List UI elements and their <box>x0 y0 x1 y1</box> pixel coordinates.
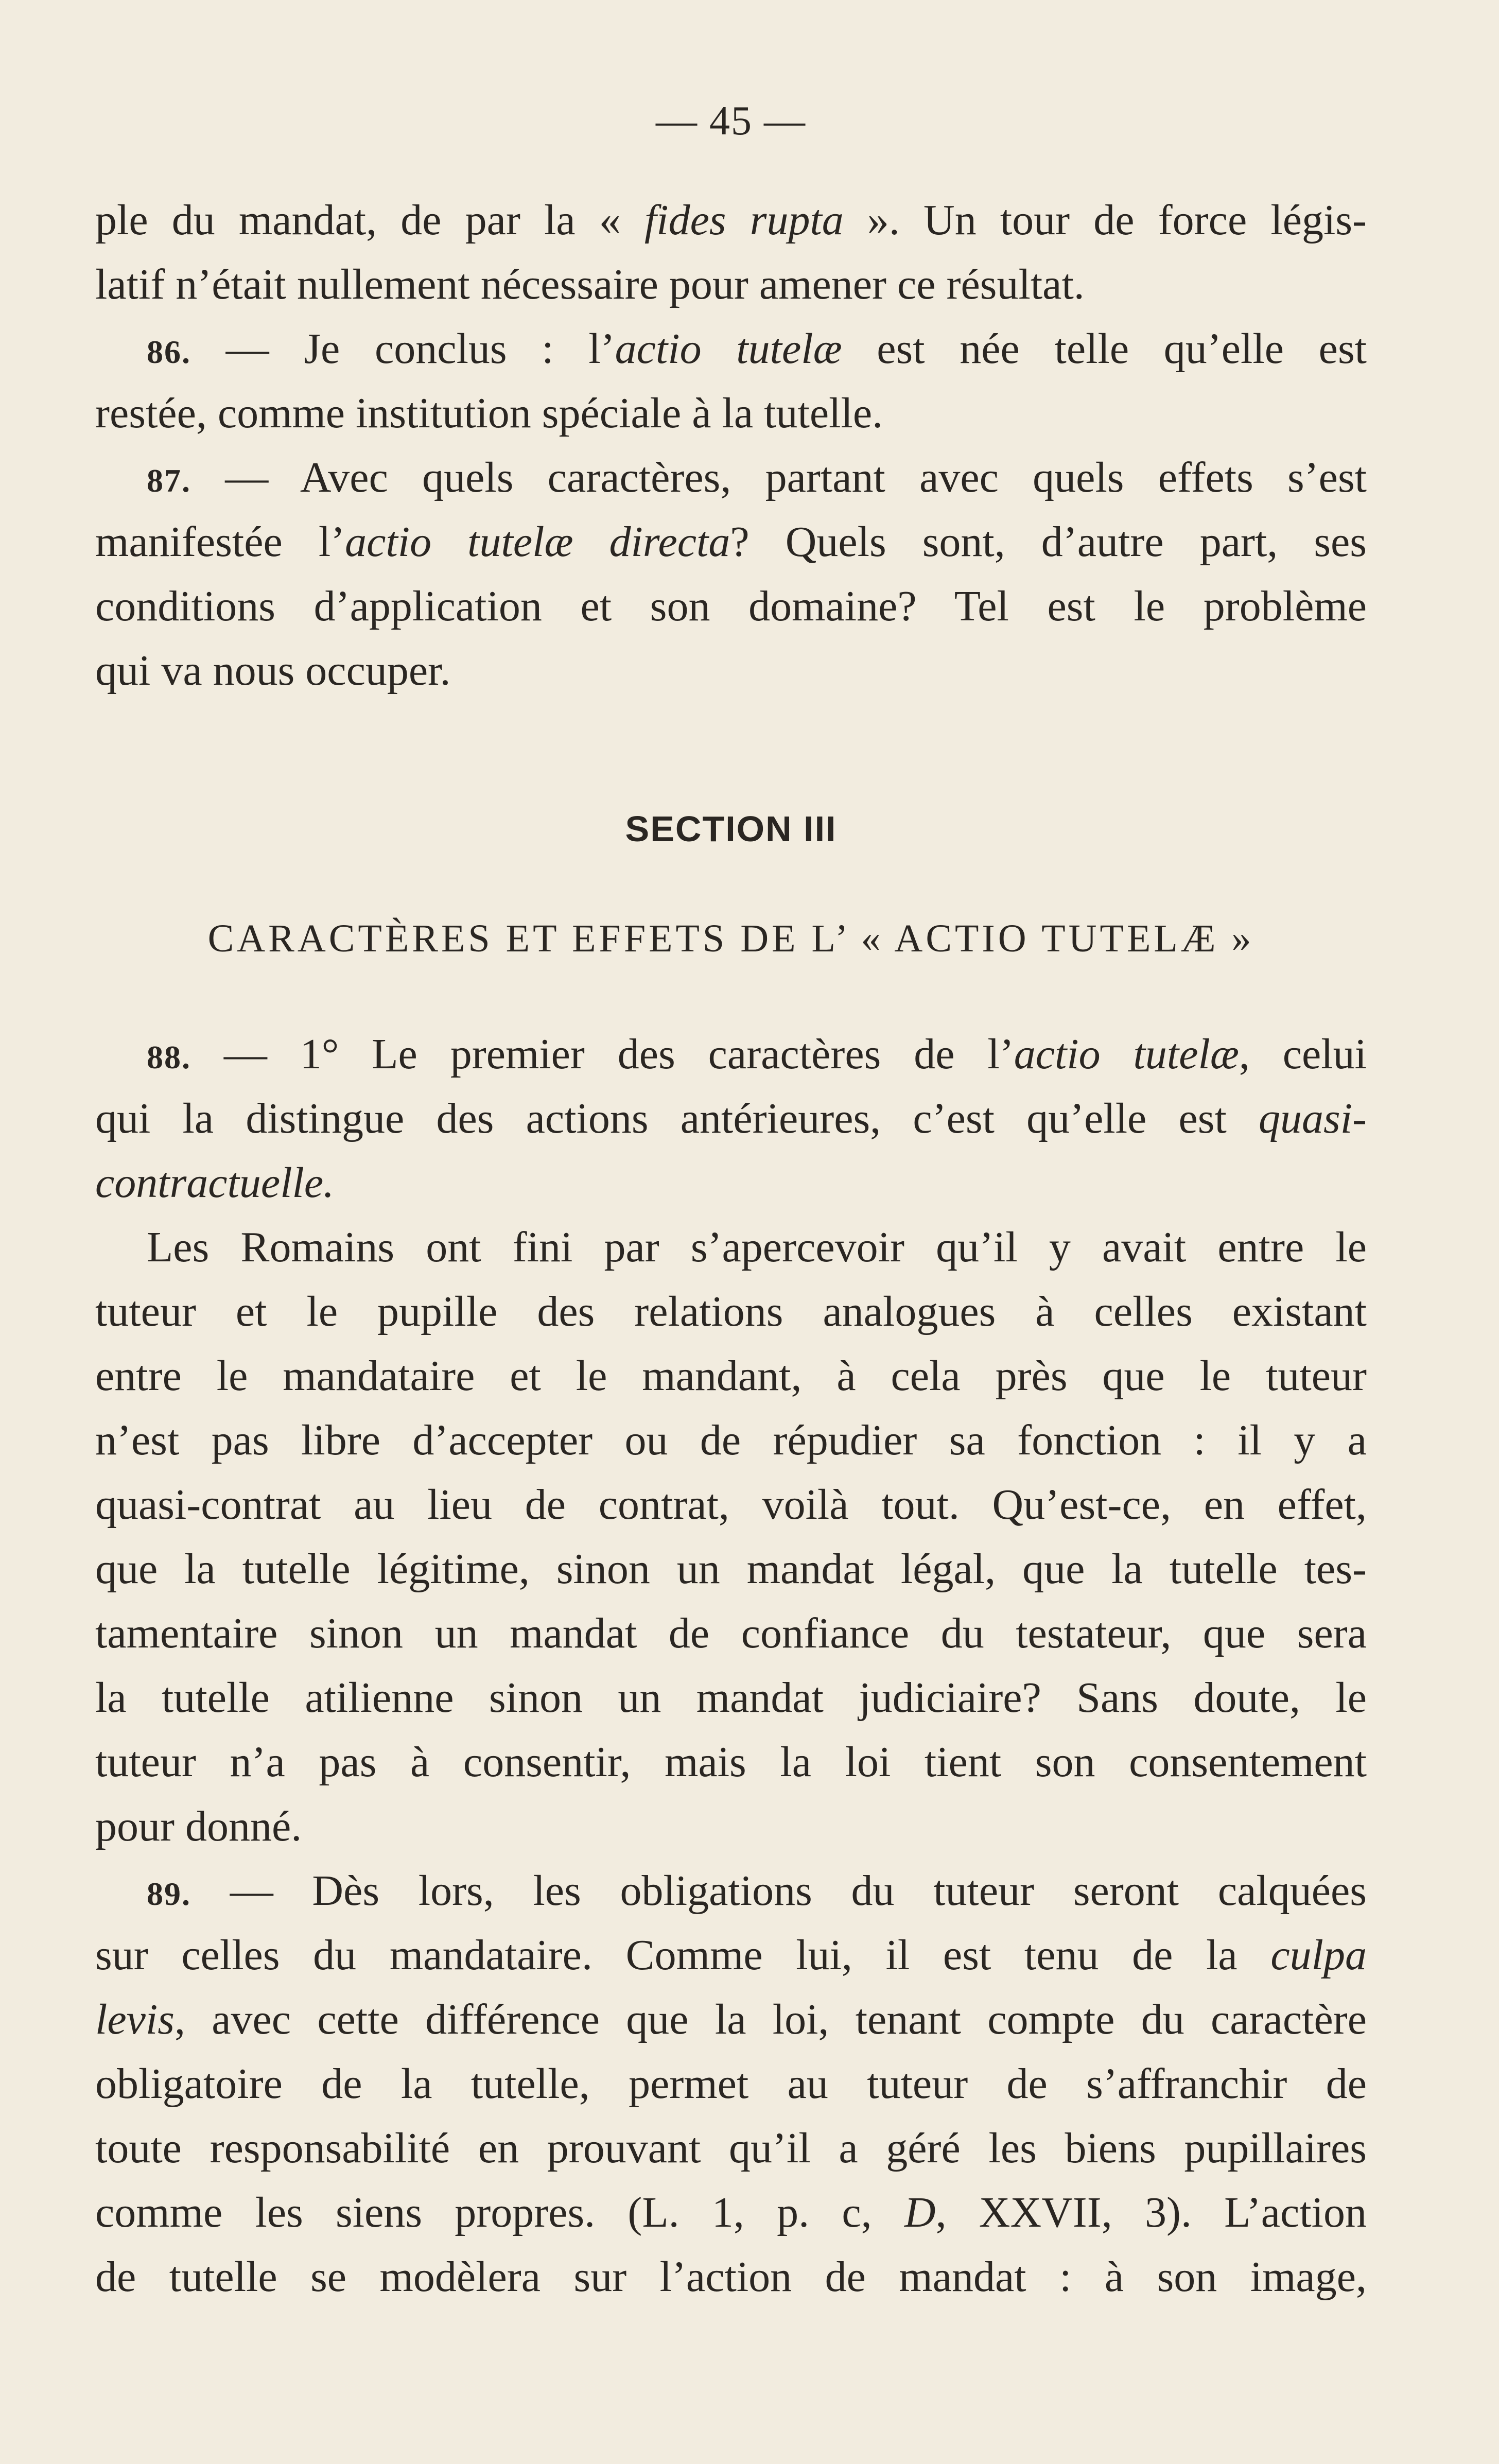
section-title: SECTION III <box>625 809 837 849</box>
paragraph-block-2 <box>95 1022 1367 2309</box>
paragraph-number: 89. <box>147 1876 191 1912</box>
numbered-paragraph-87: 87. — Avec quels caractères, partant avec quels effets s’est <box>147 454 1367 501</box>
text-line: levis, avec cette différence que la loi, tenant compte du caractère <box>95 1996 1367 2043</box>
page-number: — 45 — <box>656 98 806 144</box>
text-line: tuteur n’a pas à consentir, mais la loi tient son consentement <box>95 1738 1367 1786</box>
text-line: ple du mandat, de par la « fides rupta ». Un tour de force légis- <box>95 196 1367 244</box>
numbered-paragraph-89: 89. — Dès lors, les obligations du tuteur seront calquées <box>147 1867 1367 1915</box>
section-subtitle: CARACTÈRES ET EFFETS DE L’ « ACTIO TUTELÆ » <box>207 917 1254 960</box>
text-line: manifestée l’actio tutelæ directa? Quels sont, d’autre part, ses <box>95 518 1367 566</box>
text-line: qui la distingue des actions antérieures, c’est qu’elle est quasi- <box>95 1095 1367 1142</box>
text-line: latif n’était nullement nécessaire pour amener ce résultat. <box>95 261 1085 308</box>
paragraph-number: 88. <box>147 1039 191 1075</box>
text-line: conditions d’application et son domaine? Tel est le problème <box>95 582 1367 630</box>
paragraph-block-1 <box>95 188 1367 703</box>
paragraph-number: 86. <box>147 334 191 370</box>
text-line: comme les siens propres. (L. 1, p. c, D, XXVII, 3). L’action <box>95 2189 1367 2236</box>
numbered-paragraph-88: 88. — 1° Le premier des caractères de l’actio tutelæ, celui <box>147 1030 1367 1078</box>
text-line: tuteur et le pupille des relations analogues à celles existant <box>95 1288 1367 1335</box>
paragraph-number: 87. <box>147 462 191 499</box>
text-line: la tutelle atilienne sinon un mandat judiciaire? Sans doute, le <box>95 1674 1367 1722</box>
text-line: pour donné. <box>95 1802 302 1850</box>
text-line: qui va nous occuper. <box>95 647 451 695</box>
numbered-paragraph-86: 86. — Je conclus : l’actio tutelæ est née telle qu’elle est <box>147 325 1367 373</box>
text-line: restée, comme institution spéciale à la tutelle. <box>95 389 883 437</box>
text-line: obligatoire de la tutelle, permet au tuteur de s’affranchir de <box>95 2060 1367 2108</box>
text-line: tamentaire sinon un mandat de confiance du testateur, que sera <box>95 1609 1367 1657</box>
text-line: contractuelle. <box>95 1159 335 1207</box>
text-line: quasi-contrat au lieu de contrat, voilà tout. Qu’est-ce, en effet, <box>95 1481 1367 1529</box>
text-line: sur celles du mandataire. Comme lui, il est tenu de la culpa <box>95 1931 1367 1979</box>
text-line: entre le mandataire et le mandant, à cela près que le tuteur <box>95 1352 1367 1400</box>
text-line: n’est pas libre d’accepter ou de répudier sa fonction : il y a <box>95 1416 1367 1464</box>
book-page <box>95 0 1367 2464</box>
text-line: que la tutelle légitime, sinon un mandat légal, que la tutelle tes- <box>95 1545 1367 1593</box>
text-line: de tutelle se modèlera sur l’action de mandat : à son image, <box>95 2253 1367 2301</box>
text-line: Les Romains ont fini par s’apercevoir qu’il y avait entre le <box>147 1223 1367 1271</box>
text-line: toute responsabilité en prouvant qu’il a géré les biens pupillaires <box>95 2124 1367 2172</box>
